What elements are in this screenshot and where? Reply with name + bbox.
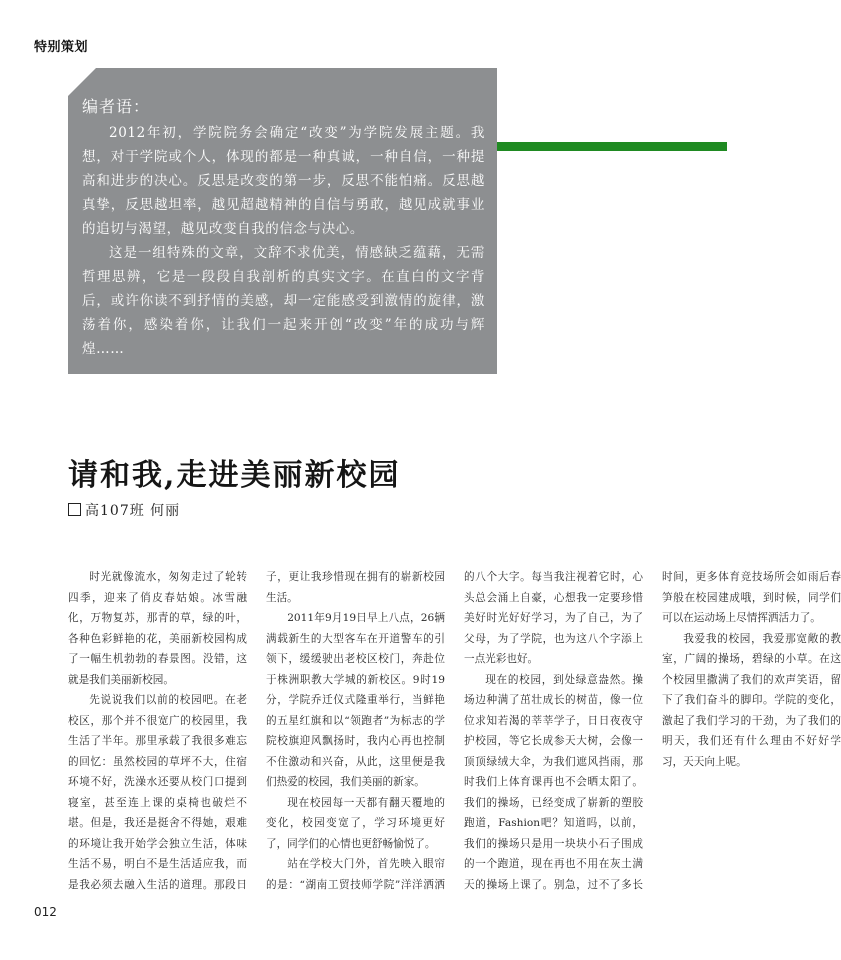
article-body [68, 567, 841, 897]
editor-note-box [68, 68, 497, 374]
article-paragraph: 现在校园每一天都有翻天覆地的变化，校园变宽了，学习环境更好了，同学们的心情也更舒畅愉悦了。 [266, 796, 445, 850]
article-paragraph: 站在学校大门外，首先映入眼帘的是：“湖南工贸技师学院”洋洋洒洒的八个大字。每当我注视着它时，心头总会涌上自豪，心想我一定要珍惜美好时光好好学习，为了自己，为了父母，为了学院，也为这八个字添上一点光彩也好。 [266, 571, 643, 891]
article-title: 请和我,走进美丽新校园 [68, 458, 401, 493]
editor-note-paragraph: 2012年初，学院院务会确定“改变”为学院发展主题。我想，对于学院或个人，体现的都是一种真诚，一种自信，一种提高和进步的决心。反思是改变的第一步，反思不能怕痛。反思越真挚，反思越坦率，越见超越精神的自信与勇敢，越见成就事业的追切与渴望，越见改变自我的信念与决心。 [82, 125, 485, 237]
article-paragraph: 现在的校园，到处绿意盎然。操场边种满了茁壮成长的树苗，像一位位求知若渴的莘莘学子，日日夜夜守护校园，等它长成参天大树，会像一顶顶绿绒大伞，为我们遮风挡雨，那时我们上体育课再也不会晒太阳了。我们的操场，已经变成了崭新的塑胶跑道，Fashion吧？知道吗，以前，我们的操场只是用一块块小石子围成的一个跑道，现在再也不用在灰土满天的操场上课了。别急，过不了多长时间，更多体育竞技场所会如雨后春笋般在校园建成哦，到时候，同学们可以在运动场上尽情挥洒活力了。 [464, 571, 841, 891]
editor-note-paragraph: 这是一组特殊的文章，文辞不求优美，情感缺乏蕴藉，无需哲理思辨，它是一段段自我剖析的真实文字。在直白的文字背后，或许你读不到抒情的美感，却一定能感受到激情的旋律，激荡着你，感染着你，让我们一起来开创“改变”年的成功与辉煌…… [82, 245, 485, 357]
article-paragraph: 我爱我的校园，我爱那宽敞的教室，广阔的操场，碧绿的小草。在这个校园里撒满了我们的欢声笑语，留下了我们奋斗的脚印。学院的变化，激起了我们学习的干劲，为了我们的明天，我们还有什么理由不好好学习，天天向上呢。 [662, 632, 841, 768]
article-paragraph: 2011年9月19日早上八点，26辆满载新生的大型客车在开道警车的引领下，缓缓驶出老校区校门，奔赴位于株洲职教大学城的新校区。9时19分，学院乔迁仪式隆重举行，当鲜艳的五星红旗和以“领跑者”为标志的学院校旗迎风飘扬时，我内心再也控制不住激动和兴奋，从此，这里便是我们热爱的校园，我们美丽的新家。 [266, 612, 445, 788]
editor-note-title: 编者语： [82, 97, 151, 116]
author-name: 高107班 何丽 [85, 503, 181, 519]
article-paragraph: 时光就像流水，匆匆走过了轮转四季，迎来了俏皮春姑娘。冰雪融化，万物复苏，那青的草，绿的叶，各种色彩鲜艳的花，美丽新校园构成了一幅生机勃勃的春景图。没错，这就是我们美丽新校园。 [68, 571, 247, 686]
article-byline [68, 500, 180, 520]
page-number: 012 [34, 905, 57, 919]
green-accent-rule [497, 142, 727, 151]
section-label: 特别策划 [34, 40, 89, 55]
article-paragraph: 先说说我们以前的校园吧。在老校区，那个并不很宽广的校园里，我生活了半年。那里承载了我很多难忘的回忆：虽然校园的草坪不大，住宿环境不好，洗澡水还要从校门口提到寝室，甚至连上课的桌椅也破烂不堪。但是，我还是挺舍不得她，艰难的环境让我开始学会独立生活，体味生活不易，明白不是生活适应我，而是我必须去融入生活的道理。那段日子，更让我珍惜现在拥有的崭新校园生活。 [68, 571, 445, 891]
square-bullet-icon [68, 503, 81, 516]
